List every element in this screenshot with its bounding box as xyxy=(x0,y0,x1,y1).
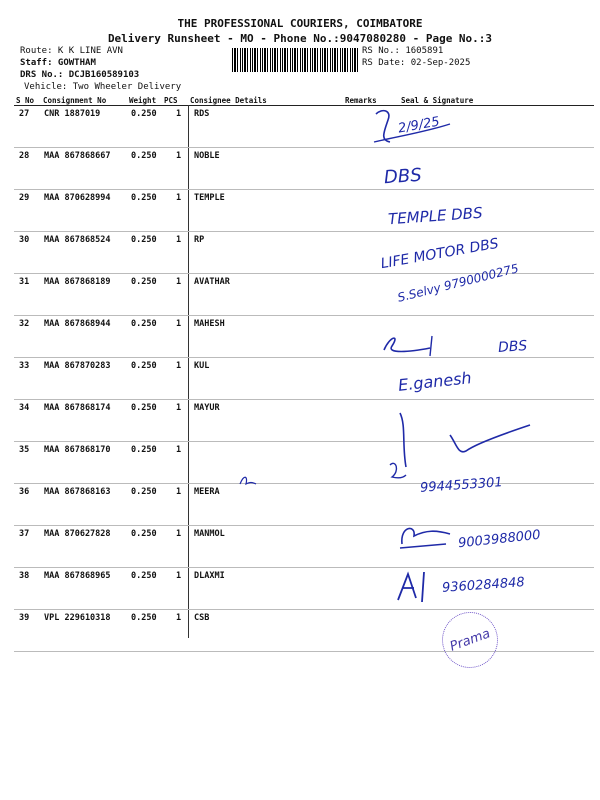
row-sno: 35 xyxy=(19,445,30,455)
table-row xyxy=(0,273,600,315)
row-sno: 32 xyxy=(19,319,30,329)
col-consignment: Consignment No xyxy=(43,96,107,105)
row-weight: 0.250 xyxy=(131,277,157,287)
row-consignee: MAYUR xyxy=(194,403,220,413)
row-consignment: MAA 867868667 xyxy=(44,151,111,161)
row-rule xyxy=(14,315,594,316)
row-pcs: 1 xyxy=(176,613,182,623)
handwritten-note: LIFE MOTOR DBS xyxy=(379,235,500,273)
table-row xyxy=(0,105,600,147)
row-pcs: 1 xyxy=(176,235,182,245)
row-sno: 38 xyxy=(19,571,30,581)
row-consignment: MAA 867868163 xyxy=(44,487,111,497)
handwritten-note: DBS xyxy=(383,164,423,189)
company-title: THE PROFESSIONAL COURIERS, COIMBATORE xyxy=(177,17,423,30)
row-weight: 0.250 xyxy=(131,613,157,623)
row-sno: 34 xyxy=(19,403,30,413)
handwritten-note: S.Selvy 9790000275 xyxy=(396,261,520,305)
consignee-mark-scribble xyxy=(238,472,258,488)
handwritten-note: TEMPLE DBS xyxy=(387,203,484,229)
table-row xyxy=(0,483,600,525)
row-consignee: MEERA xyxy=(194,487,220,497)
row-consignee: CSB xyxy=(194,613,210,623)
row-consignment: MAA 867868965 xyxy=(44,571,111,581)
row-pcs: 1 xyxy=(176,193,182,203)
signature-scribble xyxy=(394,566,442,606)
drs-number: DRS No.: DCJB160589103 xyxy=(20,70,140,80)
row-sno: 29 xyxy=(19,193,30,203)
staff-label: Staff: GOWTHAM xyxy=(20,58,96,68)
row-consignment: CNR 1887019 xyxy=(44,109,101,119)
table-row xyxy=(0,609,600,651)
row-consignee: AVATHAR xyxy=(194,277,230,287)
col-weight: Weight xyxy=(129,96,157,105)
row-pcs: 1 xyxy=(176,319,182,329)
row-pcs: 1 xyxy=(176,445,182,455)
handwritten-phone: 9944553301 xyxy=(419,475,504,496)
row-weight: 0.250 xyxy=(131,487,157,497)
row-pcs: 1 xyxy=(176,277,182,287)
row-weight: 0.250 xyxy=(131,361,157,371)
vehicle-label: Vehicle: Two Wheeler Delivery xyxy=(24,82,182,92)
row-weight: 0.250 xyxy=(131,151,157,161)
row-consignment: MAA 867868170 xyxy=(44,445,111,455)
row-pcs: 1 xyxy=(176,571,182,581)
signature-scribble xyxy=(380,405,540,485)
row-sno: 36 xyxy=(19,487,30,497)
col-seal: Seal & Signature xyxy=(401,96,474,105)
route-label: Route: K K LINE AVN xyxy=(20,46,123,56)
table-row xyxy=(0,189,600,231)
stamp-seal: Prama xyxy=(434,604,506,676)
row-consignee: NOBLE xyxy=(194,151,220,161)
row-sno: 28 xyxy=(19,151,30,161)
signature-scribble xyxy=(396,520,456,552)
barcode xyxy=(232,48,358,72)
row-rule xyxy=(14,525,594,526)
table-row xyxy=(0,357,600,399)
runsheet-subtitle: Delivery Runsheet - MO - Phone No.:9047080280 - Page No.:3 xyxy=(107,32,493,45)
handwritten-note: E.ganesh xyxy=(397,368,473,395)
row-consignment: MAA 867868524 xyxy=(44,235,111,245)
row-consignment: MAA 867868189 xyxy=(44,277,111,287)
row-weight: 0.250 xyxy=(131,193,157,203)
row-sno: 33 xyxy=(19,361,30,371)
row-sno: 27 xyxy=(19,109,30,119)
row-consignee: RP xyxy=(194,235,205,245)
col-remarks: Remarks xyxy=(345,96,377,105)
row-pcs: 1 xyxy=(176,361,182,371)
row-pcs: 1 xyxy=(176,487,182,497)
handwritten-phone: 9003988000 xyxy=(457,527,542,552)
row-rule xyxy=(14,651,594,652)
table-row xyxy=(0,147,600,189)
col-pcs: PCS xyxy=(164,96,178,105)
row-consignment: MAA 867868174 xyxy=(44,403,111,413)
handwritten-note: DBS xyxy=(497,337,528,357)
row-consignee: KUL xyxy=(194,361,210,371)
col-consignee: Consignee Details xyxy=(190,96,267,105)
row-weight: 0.250 xyxy=(131,445,157,455)
row-weight: 0.250 xyxy=(131,529,157,539)
row-consignment: MAA 867870283 xyxy=(44,361,111,371)
rs-number: RS No.: 1605891 xyxy=(362,46,444,56)
col-sno: S No xyxy=(16,96,35,105)
row-sno: 30 xyxy=(19,235,30,245)
row-weight: 0.250 xyxy=(131,109,157,119)
row-consignee: MAHESH xyxy=(194,319,225,329)
handwritten-date: 2/9/25 xyxy=(397,114,441,137)
row-consignee: RDS xyxy=(194,109,210,119)
row-consignment: MAA 867868944 xyxy=(44,319,111,329)
row-rule xyxy=(14,567,594,568)
signature-scribble xyxy=(380,330,450,360)
row-weight: 0.250 xyxy=(131,571,157,581)
row-consignee: TEMPLE xyxy=(194,193,225,203)
row-rule xyxy=(14,609,594,610)
row-weight: 0.250 xyxy=(131,319,157,329)
row-pcs: 1 xyxy=(176,403,182,413)
row-weight: 0.250 xyxy=(131,403,157,413)
row-consignee: MANMOL xyxy=(194,529,225,539)
row-weight: 0.250 xyxy=(131,235,157,245)
row-rule xyxy=(14,231,594,232)
rs-date: RS Date: 02-Sep-2025 xyxy=(362,58,471,68)
row-pcs: 1 xyxy=(176,151,182,161)
row-consignment: MAA 870628994 xyxy=(44,193,111,203)
row-consignment: MAA 870627828 xyxy=(44,529,111,539)
row-rule xyxy=(14,399,594,400)
row-consignment: VPL 229610318 xyxy=(44,613,111,623)
row-rule xyxy=(14,147,594,148)
row-sno: 31 xyxy=(19,277,30,287)
row-rule xyxy=(14,357,594,358)
handwritten-phone: 9360284848 xyxy=(441,575,526,596)
row-sno: 39 xyxy=(19,613,30,623)
row-consignee: DLAXMI xyxy=(194,571,225,581)
row-pcs: 1 xyxy=(176,109,182,119)
row-pcs: 1 xyxy=(176,529,182,539)
row-rule xyxy=(14,189,594,190)
row-sno: 37 xyxy=(19,529,30,539)
